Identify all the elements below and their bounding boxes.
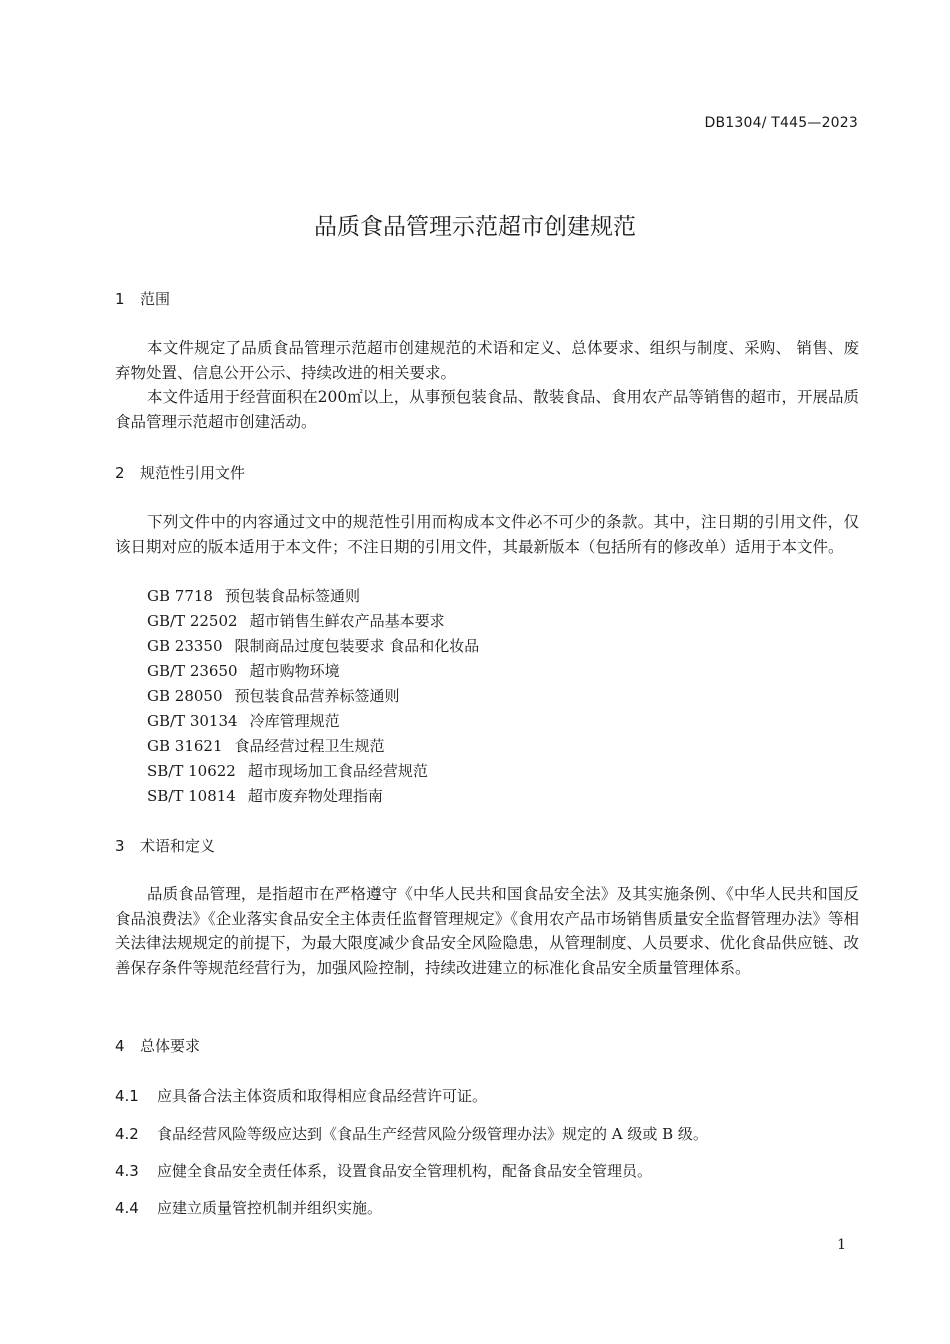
reference-item [147, 735, 385, 756]
reference-code: GB 31621 [147, 737, 223, 755]
section-heading-2 [115, 462, 245, 483]
reference-code: GB/T 22502 [147, 612, 238, 630]
reference-code: GB 28050 [147, 687, 223, 705]
section-number: 3 [115, 837, 125, 855]
reference-name: 超市废弃物处理指南 [247, 787, 383, 805]
reference-item [147, 585, 360, 606]
reference-item [147, 760, 428, 781]
reference-code: SB/T 10622 [147, 762, 236, 780]
reference-item [147, 710, 340, 731]
section-heading-1 [115, 288, 170, 309]
clause-number: 4.3 [115, 1162, 139, 1180]
reference-name: 预包装食品标签通则 [224, 587, 360, 605]
reference-name: 超市销售生鲜农产品基本要求 [249, 612, 445, 630]
clause-item [115, 1085, 487, 1106]
section-number: 1 [115, 290, 125, 308]
section-2-body [115, 510, 859, 559]
reference-name: 超市现场加工食品经营规范 [247, 762, 428, 780]
clause-text: 应建立质量管控机制并组织实施。 [157, 1199, 383, 1217]
clause-number: 4.4 [115, 1199, 139, 1217]
paragraph [115, 385, 859, 434]
reference-code: GB 7718 [147, 587, 213, 605]
section-heading-4 [115, 1035, 200, 1056]
clause-item [115, 1123, 708, 1144]
reference-item [147, 610, 445, 631]
reference-name: 超市购物环境 [249, 662, 340, 680]
page-number: 1 [837, 1237, 846, 1253]
paragraph: 本文件规定了品质食品管理示范超市创建规范的术语和定义、总体要求、组织与制度、采购、 销售、废弃物处置、信息公开公示、持续改进的相关要求。 [115, 339, 859, 382]
clause-item [115, 1160, 652, 1181]
section-heading-3 [115, 835, 215, 856]
clause-number: 4.2 [115, 1125, 139, 1143]
paragraph-text: 以上，从事预包装食品、散装食品、食用农产品等销售的超市，开展品质食品管理示范超市创建活动。 [115, 388, 859, 431]
document-title: 品质食品管理示范超市创建规范 [314, 214, 636, 240]
reference-name: 冷库管理规范 [249, 712, 340, 730]
section-number: 2 [115, 464, 125, 482]
reference-item [147, 635, 479, 656]
document-code: DB1304/ T445—2023 [704, 115, 858, 131]
reference-code: GB/T 30134 [147, 712, 238, 730]
reference-item [147, 785, 383, 806]
clause-number: 4.1 [115, 1087, 139, 1105]
section-title: 范围 [140, 290, 171, 308]
reference-name: 限制商品过度包装要求 食品和化妆品 [234, 637, 480, 655]
section-title: 总体要求 [140, 1037, 201, 1055]
paragraph: 下列文件中的内容通过文中的规范性引用而构成本文件必不可少的条款。其中，注日期的引用文件，仅该日期对应的版本适用于本文件；不注日期的引用文件，其最新版本（包括所有的修改单）适用于本文件。 [115, 513, 859, 556]
clause-item [115, 1197, 382, 1218]
clause-text: 应具备合法主体资质和取得相应食品经营许可证。 [157, 1087, 488, 1105]
section-title: 规范性引用文件 [140, 464, 246, 482]
reference-code: GB 23350 [147, 637, 223, 655]
paragraph-text: 本文件适用于经营面积在200㎡ [147, 388, 363, 406]
section-title: 术语和定义 [140, 837, 216, 855]
reference-item [147, 685, 400, 706]
reference-item [147, 660, 340, 681]
paragraph: 品质食品管理，是指超市在严格遵守《中华人民共和国食品安全法》及其实施条例、《中华人民共和国反食品浪费法》《企业落实食品安全主体责任监督管理规定》《食用农产品市场销售质量安全监督管理办法》等相关法律法规规定的前提下，为最大限度减少食品安全风险隐患，从管理制度、人员要求、优化食品供应链、改善保存条件等规范经营行为，加强风险控制，持续改进建立的标准化食品安全质量管理体系。 [115, 885, 860, 977]
reference-code: SB/T 10814 [147, 787, 236, 805]
section-1-body [115, 336, 859, 434]
reference-name: 预包装食品营养标签通则 [234, 687, 400, 705]
clause-text: 食品经营风险等级应达到《食品生产经营风险分级管理办法》规定的 A 级或 B 级。 [157, 1125, 708, 1143]
section-3-body [115, 882, 859, 980]
section-number: 4 [115, 1037, 125, 1055]
reference-name: 食品经营过程卫生规范 [234, 737, 385, 755]
clause-text: 应健全食品安全责任体系，设置食品安全管理机构，配备食品安全管理员。 [157, 1162, 653, 1180]
reference-code: GB/T 23650 [147, 662, 238, 680]
